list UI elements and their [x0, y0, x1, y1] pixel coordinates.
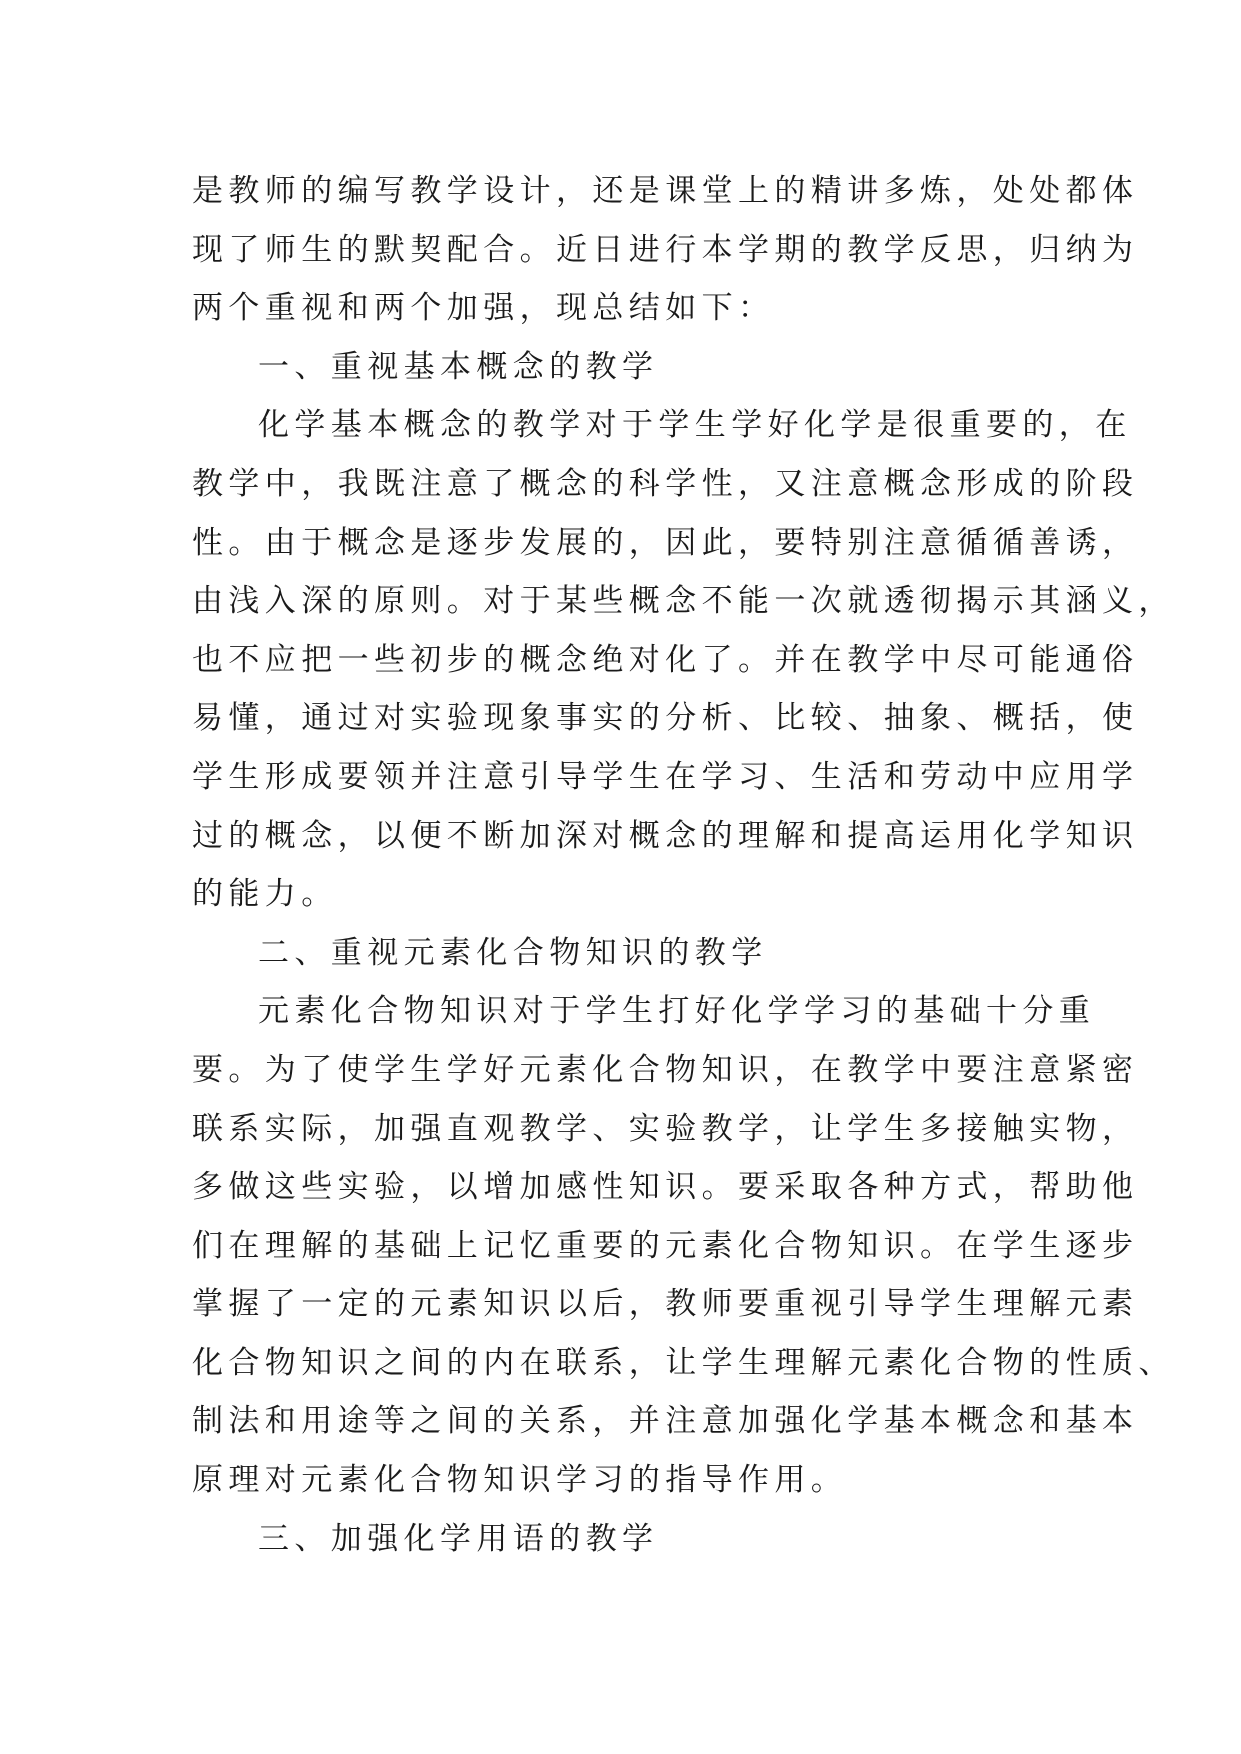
paragraph-first-line: 元素化合物知识对于学生打好化学学习的基础十分重: [258, 993, 1096, 1030]
text-line: 教学中，我既注意了概念的科学性，又注意概念形成的阶段: [192, 465, 1139, 502]
text-line: 性。由于概念是逐步发展的，因此，要特别注意循循善诱，: [192, 524, 1139, 561]
text-line: 化合物知识之间的内在联系，让学生理解元素化合物的性质、: [192, 1344, 1175, 1381]
text-line: 要。为了使学生学好元素化合物知识，在教学中要注意紧密: [192, 1051, 1139, 1088]
section-heading-2: 二、重视元素化合物知识的教学: [258, 934, 768, 971]
text-line: 制法和用途等之间的关系，并注意加强化学基本概念和基本: [192, 1403, 1139, 1440]
text-line: 的能力。: [192, 876, 338, 913]
section-heading-1: 一、重视基本概念的教学: [258, 348, 659, 385]
text-line: 现了师生的默契配合。近日进行本学期的教学反思，归纳为: [192, 231, 1139, 268]
text-line: 原理对元素化合物知识学习的指导作用。: [192, 1462, 848, 1499]
text-line: 易懂，通过对实验现象事实的分析、比较、抽象、概括，使: [192, 700, 1139, 737]
text-line: 们在理解的基础上记忆重要的元素化合物知识。在学生逐步: [192, 1227, 1139, 1264]
text-line: 联系实际，加强直观教学、实验教学，让学生多接触实物，: [192, 1110, 1139, 1147]
document-body: [192, 162, 1175, 1568]
section-heading-3: 三、加强化学用语的教学: [258, 1520, 659, 1557]
text-line: 由浅入深的原则。对于某些概念不能一次就透彻揭示其涵义，: [192, 583, 1175, 620]
text-line: 学生形成要领并注意引导学生在学习、生活和劳动中应用学: [192, 758, 1139, 795]
text-line: 两个重视和两个加强，现总结如下：: [192, 290, 775, 327]
text-line: 过的概念，以便不断加深对概念的理解和提高运用化学知识: [192, 817, 1139, 854]
paragraph-first-line: 化学基本概念的教学对于学生学好化学是很重要的，在: [258, 407, 1132, 444]
text-line: 是教师的编写教学设计，还是课堂上的精讲多炼，处处都体: [192, 173, 1139, 209]
text-line: 多做这些实验，以增加感性知识。要采取各种方式，帮助他: [192, 1169, 1139, 1206]
text-line: 掌握了一定的元素知识以后，教师要重视引导学生理解元素: [192, 1286, 1139, 1323]
text-line: 也不应把一些初步的概念绝对化了。并在教学中尽可能通俗: [192, 641, 1139, 678]
